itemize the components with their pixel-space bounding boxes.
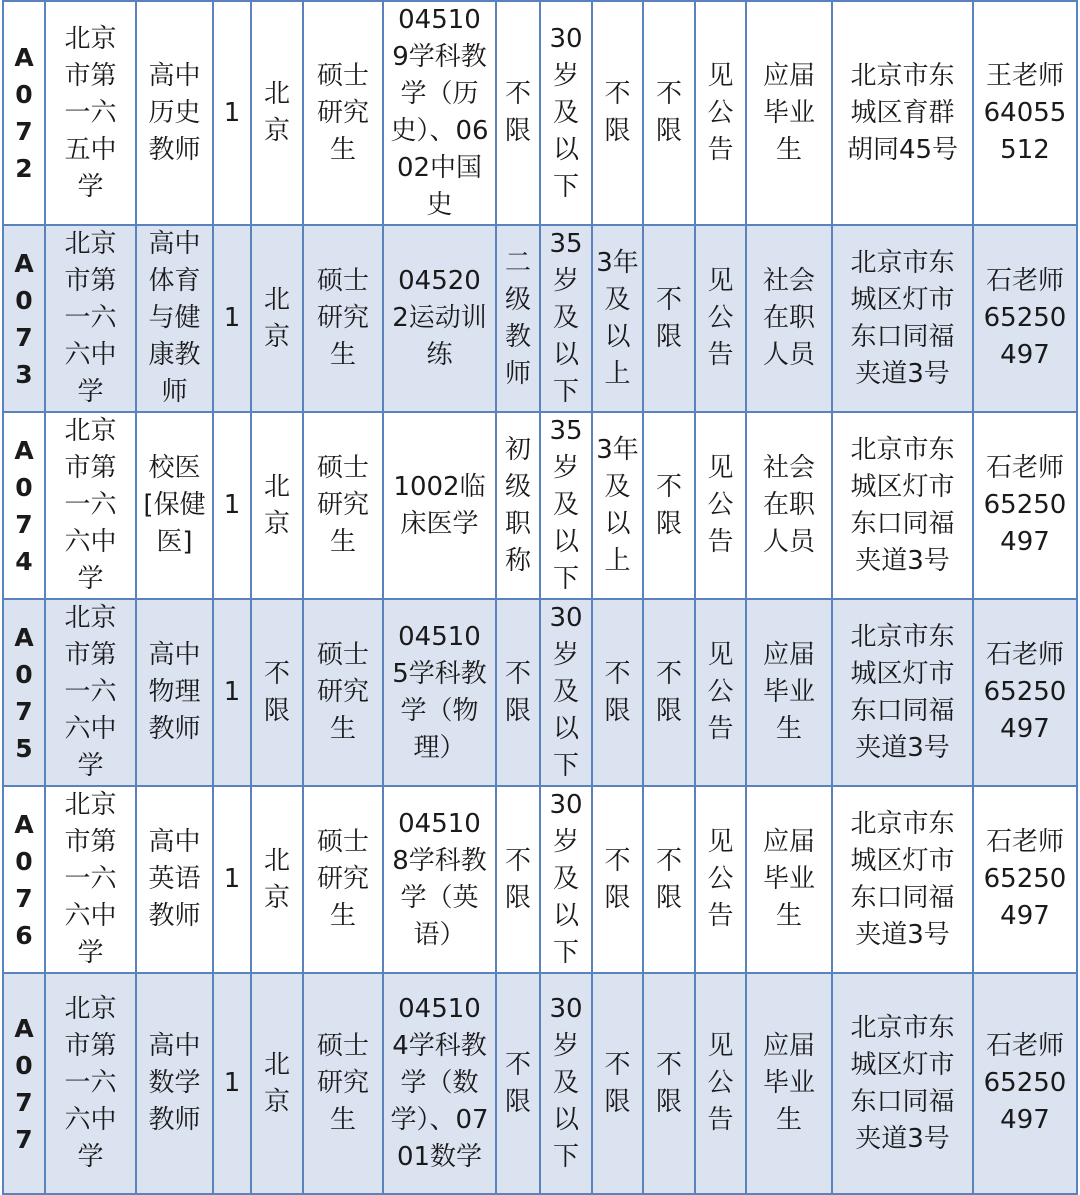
other-requirement: 不限 <box>643 786 695 973</box>
contact: 石老师65250497 <box>973 225 1077 412</box>
school-name: 北京市第一六六中学 <box>45 225 136 412</box>
title-requirement: 不限 <box>496 1 540 225</box>
experience-requirement: 不限 <box>592 973 643 1194</box>
school-name: 北京市第一六六中学 <box>45 412 136 599</box>
contact: 石老师65250497 <box>973 599 1077 786</box>
candidate-type: 应届毕业生 <box>746 786 832 973</box>
other-requirement: 不限 <box>643 1 695 225</box>
position-code: A075 <box>3 599 45 786</box>
position-code: A076 <box>3 786 45 973</box>
title-requirement: 不限 <box>496 786 540 973</box>
candidate-type: 社会在职人员 <box>746 225 832 412</box>
table-row <box>3 599 1077 786</box>
address: 北京市东城区育群胡同45号 <box>832 1 973 225</box>
address: 北京市东城区灯市东口同福夹道3号 <box>832 973 973 1194</box>
experience-requirement: 不限 <box>592 599 643 786</box>
other-requirement: 不限 <box>643 599 695 786</box>
position-name: 高中物理教师 <box>136 599 213 786</box>
title-requirement: 不限 <box>496 973 540 1194</box>
major-requirement: 1002临床医学 <box>383 412 496 599</box>
age-requirement: 30岁及以下 <box>540 786 592 973</box>
recruitment-table <box>2 0 1078 1195</box>
experience-requirement: 不限 <box>592 1 643 225</box>
experience-requirement: 3年及以上 <box>592 225 643 412</box>
experience-requirement: 3年及以上 <box>592 412 643 599</box>
contact: 石老师65250497 <box>973 412 1077 599</box>
hire-count: 1 <box>213 599 251 786</box>
hire-count: 1 <box>213 412 251 599</box>
education-requirement: 硕士研究生 <box>303 225 383 412</box>
age-requirement: 30岁及以下 <box>540 973 592 1194</box>
contact: 王老师64055512 <box>973 1 1077 225</box>
hukou-requirement: 北京 <box>251 1 303 225</box>
candidate-type: 应届毕业生 <box>746 599 832 786</box>
position-code: A073 <box>3 225 45 412</box>
table-row <box>3 225 1077 412</box>
other-requirement: 不限 <box>643 973 695 1194</box>
title-requirement: 二级教师 <box>496 225 540 412</box>
hire-count: 1 <box>213 1 251 225</box>
hire-count: 1 <box>213 786 251 973</box>
hukou-requirement: 不限 <box>251 599 303 786</box>
position-name: 高中数学教师 <box>136 973 213 1194</box>
education-requirement: 硕士研究生 <box>303 1 383 225</box>
address: 北京市东城区灯市东口同福夹道3号 <box>832 786 973 973</box>
hukou-requirement: 北京 <box>251 412 303 599</box>
notice-reference: 见公告 <box>695 973 746 1194</box>
hukou-requirement: 北京 <box>251 786 303 973</box>
title-requirement: 不限 <box>496 599 540 786</box>
contact: 石老师65250497 <box>973 786 1077 973</box>
notice-reference: 见公告 <box>695 599 746 786</box>
notice-reference: 见公告 <box>695 225 746 412</box>
address: 北京市东城区灯市东口同福夹道3号 <box>832 412 973 599</box>
notice-reference: 见公告 <box>695 1 746 225</box>
age-requirement: 35岁及以下 <box>540 225 592 412</box>
title-requirement: 初级职称 <box>496 412 540 599</box>
contact: 石老师65250497 <box>973 973 1077 1194</box>
school-name: 北京市第一六五中学 <box>45 1 136 225</box>
age-requirement: 35岁及以下 <box>540 412 592 599</box>
major-requirement: 045202运动训练 <box>383 225 496 412</box>
school-name: 北京市第一六六中学 <box>45 973 136 1194</box>
school-name: 北京市第一六六中学 <box>45 599 136 786</box>
major-requirement: 045104学科教学（数学）、0701数学 <box>383 973 496 1194</box>
age-requirement: 30岁及以下 <box>540 599 592 786</box>
experience-requirement: 不限 <box>592 786 643 973</box>
education-requirement: 硕士研究生 <box>303 599 383 786</box>
major-requirement: 045105学科教学（物理） <box>383 599 496 786</box>
notice-reference: 见公告 <box>695 412 746 599</box>
education-requirement: 硕士研究生 <box>303 973 383 1194</box>
table-row <box>3 412 1077 599</box>
hukou-requirement: 北京 <box>251 973 303 1194</box>
other-requirement: 不限 <box>643 225 695 412</box>
position-code: A072 <box>3 1 45 225</box>
other-requirement: 不限 <box>643 412 695 599</box>
school-name: 北京市第一六六中学 <box>45 786 136 973</box>
position-name: 校医[保健医] <box>136 412 213 599</box>
position-name: 高中英语教师 <box>136 786 213 973</box>
education-requirement: 硕士研究生 <box>303 786 383 973</box>
address: 北京市东城区灯市东口同福夹道3号 <box>832 599 973 786</box>
table-row <box>3 1 1077 225</box>
position-name: 高中历史教师 <box>136 1 213 225</box>
candidate-type: 应届毕业生 <box>746 1 832 225</box>
major-requirement: 045108学科教学（英语） <box>383 786 496 973</box>
position-name: 高中体育与健康教师 <box>136 225 213 412</box>
position-code: A074 <box>3 412 45 599</box>
major-requirement: 045109学科教学（历史）、0602中国史 <box>383 1 496 225</box>
age-requirement: 30岁及以下 <box>540 1 592 225</box>
hire-count: 1 <box>213 225 251 412</box>
hire-count: 1 <box>213 973 251 1194</box>
hukou-requirement: 北京 <box>251 225 303 412</box>
education-requirement: 硕士研究生 <box>303 412 383 599</box>
table-row <box>3 973 1077 1194</box>
table-row <box>3 786 1077 973</box>
address: 北京市东城区灯市东口同福夹道3号 <box>832 225 973 412</box>
candidate-type: 社会在职人员 <box>746 412 832 599</box>
candidate-type: 应届毕业生 <box>746 973 832 1194</box>
notice-reference: 见公告 <box>695 786 746 973</box>
position-code: A077 <box>3 973 45 1194</box>
